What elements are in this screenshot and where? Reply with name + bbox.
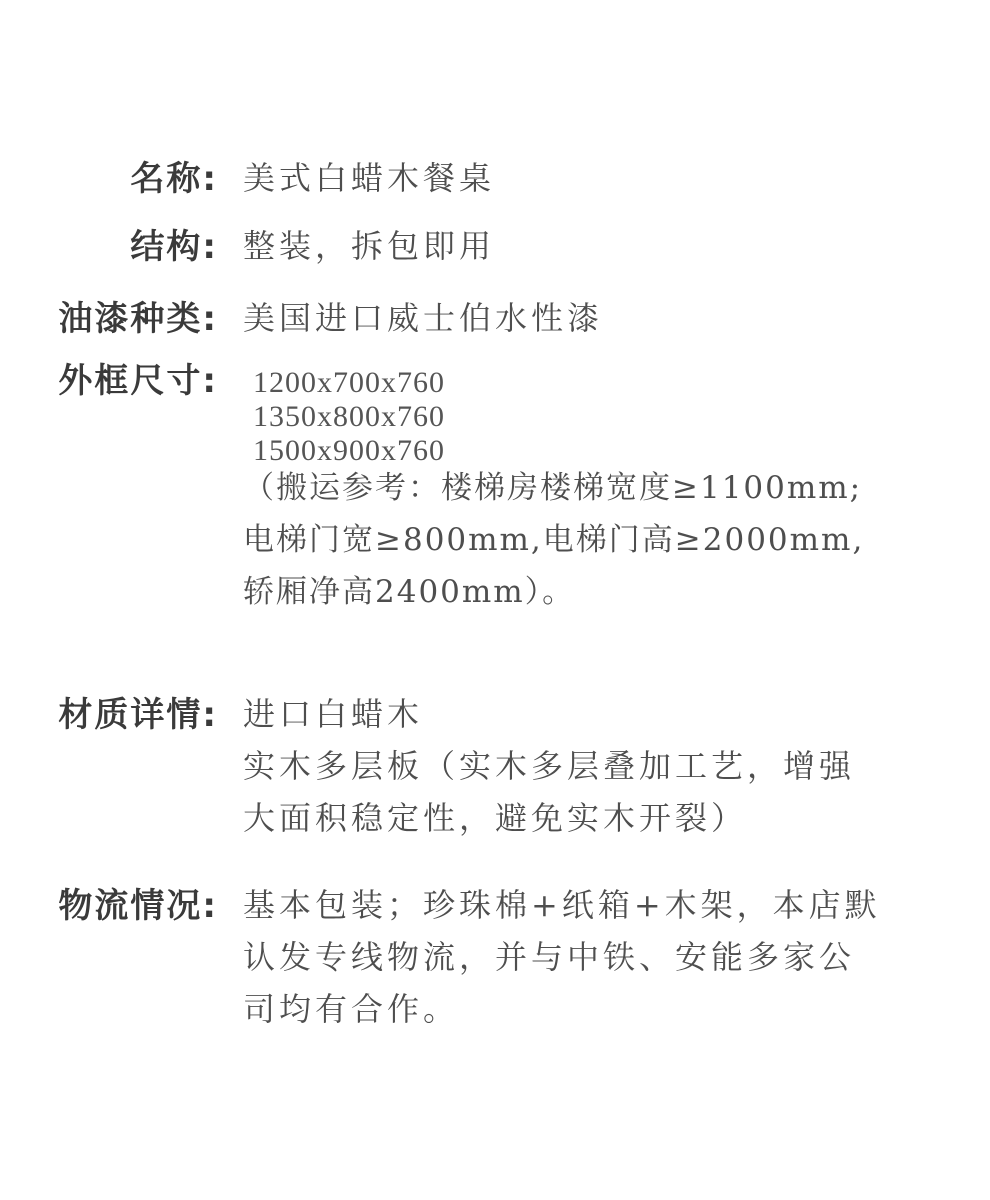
paint-type-label: 油漆种类: (58, 299, 218, 339)
material-line: 大面积稳定性，避免实木开裂） (243, 799, 748, 837)
frame-size-value: 1200x700x760 (253, 366, 445, 399)
name-value: 美式白蜡木餐桌 (243, 159, 496, 197)
logistics-line: 司均有合作。 (243, 990, 460, 1028)
material-value (243, 688, 855, 844)
material-line: 进口白蜡木 (243, 695, 424, 733)
material-label: 材质详情: (58, 695, 218, 735)
delivery-note-line: 轿厢净高2400mm）。 (243, 574, 576, 610)
frame-size-value: 1500x900x760 (253, 434, 445, 467)
frame-size-value: 1350x800x760 (253, 400, 445, 433)
name-label: 名称: (130, 159, 218, 199)
structure-value: 整装，拆包即用 (243, 227, 496, 265)
frame-size-label: 外框尺寸: (58, 361, 218, 401)
logistics-value (243, 879, 881, 1035)
logistics-line: 基本包装；珍珠棉+纸箱+木架，本店默 (243, 886, 881, 924)
delivery-note-line: （搬运参考：楼梯房楼梯宽度≥1100mm; (243, 470, 863, 506)
logistics-line: 认发专线物流，并与中铁、安能多家公 (243, 938, 856, 976)
material-line: 实木多层板（实木多层叠加工艺，增强 (243, 747, 856, 785)
paint-type-value: 美国进口威士伯水性漆 (243, 299, 604, 337)
logistics-label: 物流情况: (58, 886, 218, 926)
delivery-note-line: 电梯门宽≥800mm,电梯门高≥2000mm, (243, 522, 865, 558)
structure-label: 结构: (130, 227, 218, 267)
delivery-note (243, 462, 864, 618)
